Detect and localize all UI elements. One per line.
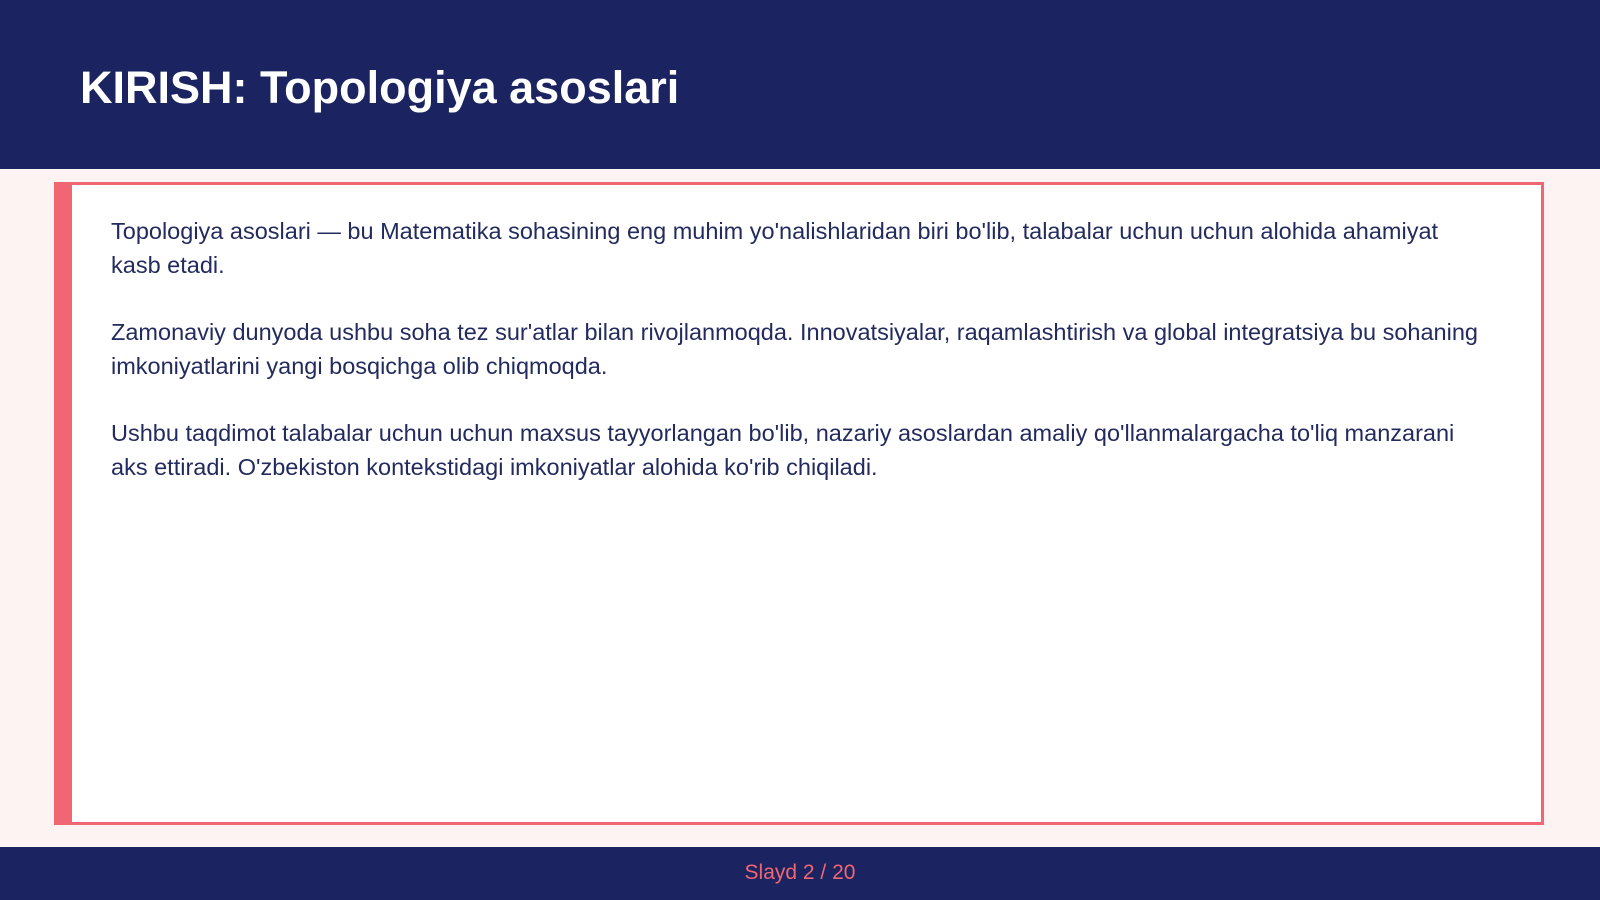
slide-footer (0, 847, 1600, 900)
content-body (111, 214, 1481, 517)
slide-counter: Slayd 2 / 20 (744, 861, 856, 884)
slide-title: KIRISH: Topologiya asoslari (80, 62, 680, 113)
paragraph-intro: Topologiya asoslari — bu Matematika sohasining eng muhim yo'nalishlaridan biri bo'lib, talabalar uchun uchun alohida ahamiyat kasb etadi. (111, 218, 1439, 278)
paragraph-presentation-purpose: Ushbu taqdimot talabalar uchun uchun maxsus tayyorlangan bo'lib, nazariy asoslardan amaliy qo'llanmalargacha to'liq manzarani aks ettiradi. O'zbekiston kontekstidagi imkoniyatlar alohida ko'rib chiqiladi. (111, 420, 1455, 480)
slide-header (0, 0, 1600, 169)
paragraph-modern-world: Zamonaviy dunyoda ushbu soha tez sur'atlar bilan rivojlanmoqda. Innovatsiyalar, raqamlashtirish va global integratsiya bu sohaning imkoniyatlarini yangi bosqichga olib chiqmoqda. (111, 319, 1478, 379)
content-card (54, 182, 1544, 825)
